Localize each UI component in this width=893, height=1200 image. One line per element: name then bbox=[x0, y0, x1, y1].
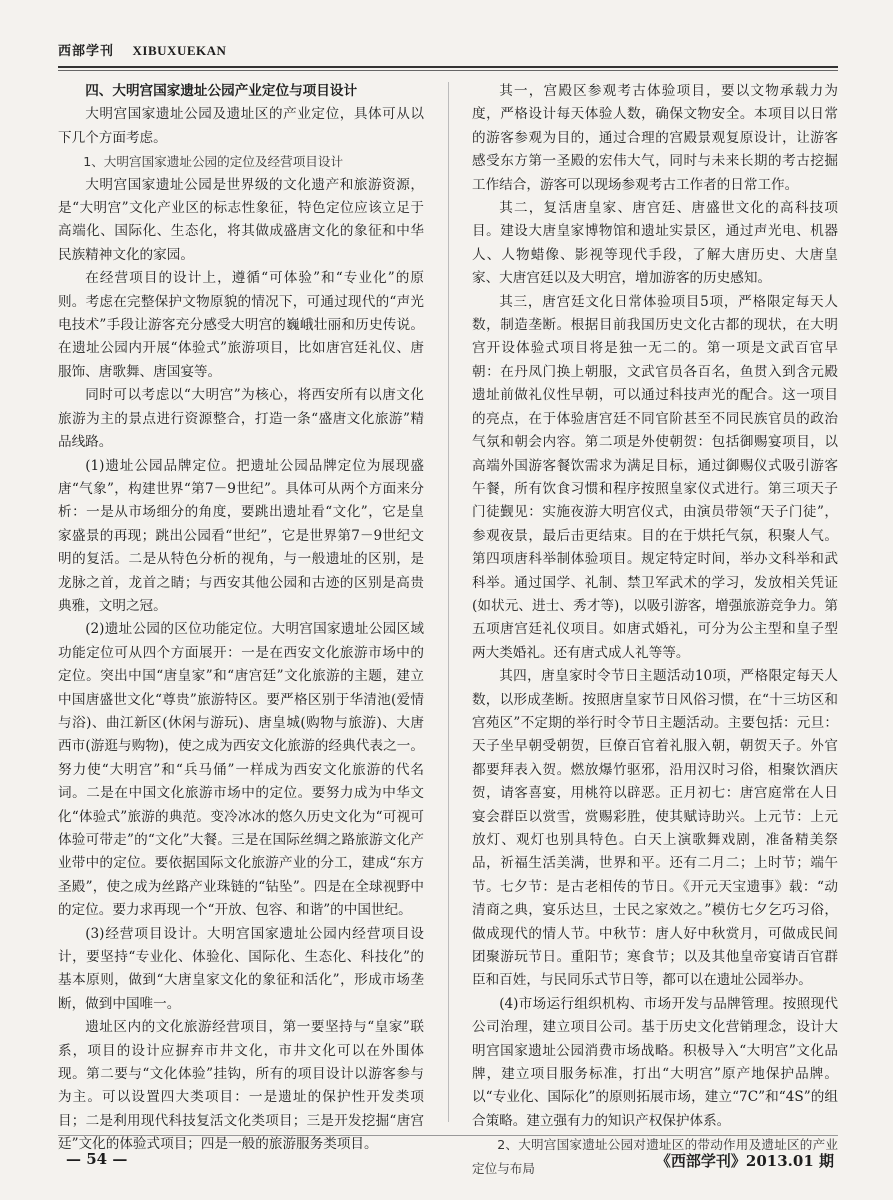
section-heading: 四、大明宫国家遗址公园产业定位与项目设计 bbox=[85, 83, 358, 99]
header-rule bbox=[58, 66, 838, 68]
issue-label: 《西部学刊》2013.01 期 bbox=[655, 1152, 834, 1170]
page-number: — 54 — bbox=[66, 1150, 128, 1168]
header-rule-thin bbox=[58, 70, 838, 71]
paragraph: 同时可以考虑以“大明宫”为核心，将西安所有以唐文化旅游为主的景点进行资源整合，打造一条“盛唐文化旅游”精品线路。 bbox=[58, 387, 424, 451]
paragraph: 其四，唐皇家时令节日主题活动10项，严格限定每天人数，以形成垄断。按照唐皇家节日风俗习惯，在“十三坊区和宫苑区”不定期的举行时令节日主题活动。主要包括：元旦：天子坐早朝受朝贺，巨僚百官着礼服入朝，朝贺天子。外官都要拜表入贺。燃放爆竹驱邪，沿用汉时习俗，相聚饮酒庆贺，请客喜宴，用桃符以辟恶。正月初七：唐宫庭常在人日宴会群臣以赏雪，赏赐彩胜，使其赋诗助兴。上元节：上元放灯、观灯也别具特色。白天上演歌舞戏剧，准备精美祭品，祈福生活美满，世界和平。还有二月二；上时节；端午节。七夕节：是古老相传的节日。《开元天宝遗事》载：“动清商之典，宴乐达旦，士民之家效之。”模仿七夕乞巧习俗，做成现代的情人节。中秋节：唐人好中秋赏月，可做成民间团聚游玩节日。重阳节；寒食节；以及其他皇帝宴请百官群臣和百姓，与民同乐式节日等，都可以在遗址公园举办。 bbox=[472, 668, 838, 989]
paragraph: (1)遗址公园品牌定位。把遗址公园品牌定位为展现盛唐“气象”，构建世界“第7－9世纪”。具体可从两个方面来分析：一是从市场细分的角度，要跳出遗址看“文化”，它是皇家盛景的再现；跳出公园看“世纪”，它是世界第7－9世纪文明的复活。二是从特色分析的视角，与一般遗址的区别，是龙脉之首，龙首之睛；与西安其他公园和古迹的区别是高贵典雅，文明之冠。 bbox=[58, 457, 424, 614]
subsection-heading: 1、大明宫国家遗址公园的定位及经营项目设计 bbox=[83, 154, 344, 170]
paragraph: 其一，宫殿区参观考古体验项目，要以文物承载力为度，严格设计每天体验人数，确保文物安全。本项目以日常的游客参观为目的，通过合理的宫殿景观复原设计，让游客感受东方第一圣殿的宏伟大气，同时与未来长期的考古挖掘工作结合，游客可以现场参观考古工作者的日常工作。 bbox=[472, 83, 838, 193]
column-divider bbox=[448, 82, 449, 1122]
subsection-heading: 2、大明宫国家遗址公园对遗址区的带动作用及遗址区的产业定位与布局 bbox=[472, 1137, 838, 1176]
running-header bbox=[58, 40, 838, 64]
journal-name: 西部学刊 bbox=[58, 44, 115, 59]
paragraph: (2)遗址公园的区位功能定位。大明宫国家遗址公园区域功能定位可从四个方面展开：一是在西安文化旅游市场中的定位。突出中国“唐皇家”和“唐宫廷”文化旅游的主题，建立中国唐盛世文化“尊贵”旅游特区。要严格区别于华清池(爱情与浴)、曲江新区(休闲与游玩)、唐皇城(购物与旅游)、大唐西市(游逛与购物)，使之成为西安文化旅游的经典代表之一。努力使“大明宫”和“兵马俑”一样成为西安文化旅游的代名词。二是在中国文化旅游市场中的定位。要努力成为中华文化“体验式”旅游的典范。变冷冰冰的悠久历史文化为“可视可体验可带走”的“文化”大餐。三是在国际丝绸之路旅游文化产业带中的定位。要依据国际文化旅游产业的分工，建成“东方圣殿”，使之成为丝路产业珠链的“钻坠”。四是在全球视野中的定位。要力求再现一个“开放、包容、和谐”的中国世纪。 bbox=[58, 621, 424, 919]
paragraph: 其二，复活唐皇家、唐宫廷、唐盛世文化的高科技项目。建设大唐皇家博物馆和遗址实景区，通过声光电、机器人、人物蜡像、影视等现代手段，了解大唐历史、大唐皇家、大唐宫廷以及大明宫，增加游客的历史感知。 bbox=[472, 200, 838, 287]
paragraph: (3)经营项目设计。大明宫国家遗址公园内经营项目设计，要坚持“专业化、体验化、国际化、生态化、科技化”的基本原则，做到“大唐皇家文化的象征和活化”，形成市场垄断，做到中国唯一。 bbox=[58, 925, 424, 1012]
paragraph: 其三，唐宫廷文化日常体验项目5项，严格限定每天人数，制造垄断。根据目前我国历史文化古都的现状，在大明宫开设体验式项目将是独一无二的。第一项是文武百官早朝：在丹凤门换上朝服，文武官员各百名，鱼贯入到含元殿遗址前做礼仪性早朝，可以通过科技声光的配合。这一项目的亮点，在于体验唐宫廷不同官阶甚至不同民族官员的政治气氛和朝会内容。第二项是外使朝贺：包括御赐宴项目，以高端外国游客餐饮需求为满足目标，通过御赐仪式吸引游客午餐，所有饮食习惯和程序按照皇家仪式进行。第三项天子门徒觐见：实施夜游大明宫仪式，由演员带领“天子门徒”，参观夜景，最后击更结束。目的在于烘托气氛，积聚人气。第四项唐科举制体验项目。规定特定时间，举办文科举和武科举。通过国学、礼制、禁卫军武术的学习，发放相关凭证(如状元、进士、秀才等)，以吸引游客，增强旅游竞争力。第五项唐宫廷礼仪项目。如唐式婚礼，可分为公主型和皇子型两大类婚礼。还有唐式成人礼等等。 bbox=[472, 293, 838, 661]
paragraph: 大明宫国家遗址公园是世界级的文化遗产和旅游资源，是“大明宫”文化产业区的标志性象征，特色定位应该立足于高端化、国际化、生态化，将其做成盛唐文化的象征和中华民族精神文化的家园。 bbox=[58, 176, 424, 263]
paragraph: (4)市场运行组织机构、市场开发与品牌管理。按照现代公司治理，建立项目公司。基于历史文化营销理念，设计大明宫国家遗址公园消费市场战略。积极导入“大明宫”文化品牌，建立项目服务标准，打出“大明宫”原产地保护品牌。以“专业化、国际化”的原则拓展市场，建立“7C”和“4S”的组合策略。建立强有力的知识产权保护体系。 bbox=[472, 995, 838, 1129]
left-column bbox=[58, 80, 424, 1153]
running-footer bbox=[58, 1150, 838, 1176]
paragraph: 遗址区内的文化旅游经营项目，第一要坚持与“皇家”联系，项目的设计应摒弃市井文化，市井文化可以在外围体现。第二要与“文化体验”挂钩，所有的项目设计以游客参与为主。可以设置四大类项目：一是遗址的保护性开发类项目；二是利用现代科技复活文化类项目；三是开发挖掘“唐宫廷”文化的体验式项目；四是一般的旅游服务类项目。 bbox=[58, 1019, 424, 1153]
paragraph: 大明宫国家遗址公园及遗址区的产业定位，具体可从以下几个方面考虑。 bbox=[58, 106, 424, 146]
paragraph: 在经营项目的设计上，遵循“可体验”和“专业化”的原则。考虑在完整保护文物原貌的情况下，可通过现代的“声光电技术”手段让游客充分感受大明宫的巍峨壮丽和历史传说。在遗址公园内开展“体验式”旅游项目，比如唐宫廷礼仪、唐服饰、唐歌舞、唐国宴等。 bbox=[58, 270, 424, 380]
footer-rule bbox=[58, 1135, 838, 1136]
journal-latin-name: XIBUXUEKAN bbox=[132, 43, 227, 58]
